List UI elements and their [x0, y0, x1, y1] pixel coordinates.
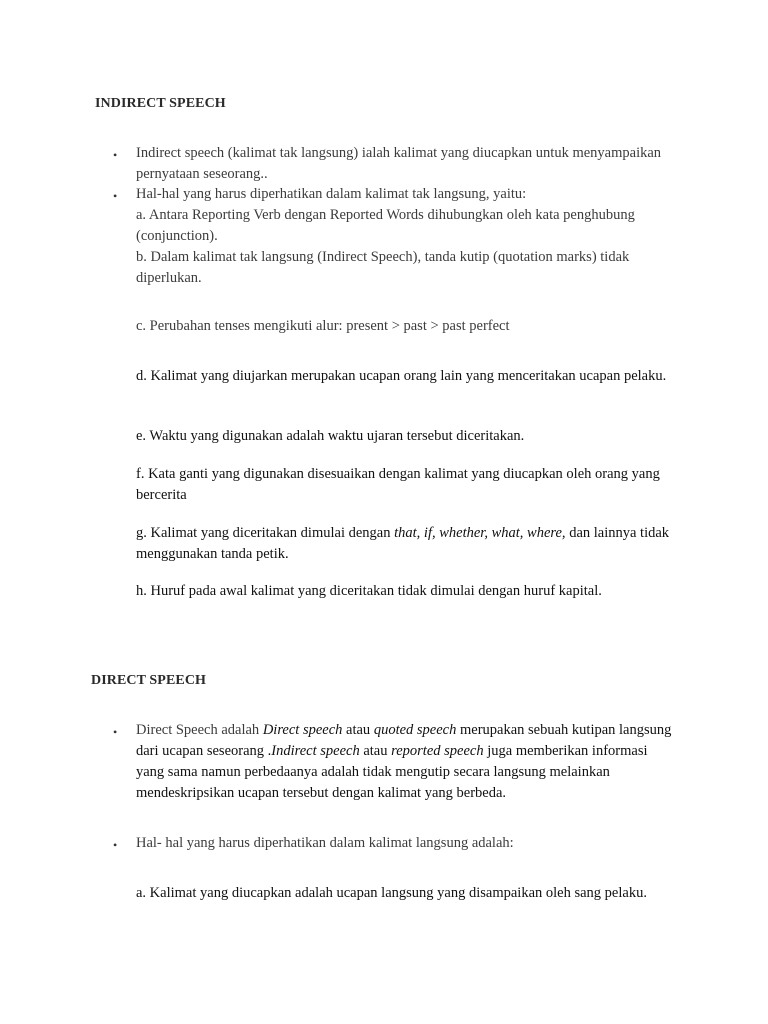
direct-bullet-definition — [136, 720, 676, 804]
indirect-item-g — [136, 523, 681, 565]
direct-bullet-rules: Hal- hal yang harus diperhatikan dalam kalimat langsung adalah: — [136, 835, 514, 851]
indirect-rules-lead: Hal-hal yang harus diperhatikan dalam kalimat tak langsung, yaitu: — [136, 186, 527, 202]
direct-def-italic4: reported speech — [391, 743, 484, 759]
indirect-item-d: d. Kalimat yang diujarkan merupakan ucapan orang lain yang menceritakan ucapan pelaku. — [136, 368, 667, 384]
bullet-dot: • — [113, 725, 118, 739]
indirect-item-b: b. Dalam kalimat tak langsung (Indirect Speech), tanda kutip (quotation marks) tidak diperlukan. — [136, 249, 630, 286]
direct-item-a: a. Kalimat yang diucapkan adalah ucapan langsung yang disampaikan oleh sang pelaku. — [136, 885, 647, 901]
indirect-item-a: a. Antara Reporting Verb dengan Reported Words dihubungkan oleh kata penghubung (conjunction). — [136, 207, 635, 244]
indirect-item-f: f. Kata ganti yang digunakan disesuaikan dengan kalimat yang diucapkan oleh orang yang bercerita — [136, 466, 660, 503]
direct-def-part3: merupakan sebuah kutipan langsung dari ucapan seseorang . — [136, 722, 672, 759]
bullet-dot: • — [113, 838, 118, 852]
indirect-bullet-rules — [136, 184, 681, 289]
direct-def-part1: Direct Speech adalah — [136, 722, 263, 738]
indirect-item-e: e. Waktu yang digunakan adalah waktu ujaran tersebut diceritakan. — [136, 428, 525, 444]
item-g-text-pre: g. Kalimat yang diceritakan dimulai dengan — [136, 525, 395, 541]
direct-def-part2: atau — [342, 722, 374, 738]
item-g-conjunctions: that, if, whether, what, where, — [394, 525, 566, 541]
direct-def-italic1: Direct speech — [262, 722, 343, 738]
indirect-item-c: c. Perubahan tenses mengikuti alur: present > past > past perfect — [136, 318, 510, 334]
bullet-dot: • — [113, 148, 118, 162]
item-g-text-post: dan lainnya tidak menggunakan tanda petik. — [136, 525, 670, 562]
indirect-speech-heading: INDIRECT SPEECH — [95, 96, 226, 111]
direct-def-part4: atau — [359, 743, 392, 759]
direct-def-italic2: quoted speech — [373, 722, 457, 738]
bullet-dot: • — [113, 189, 118, 203]
direct-def-italic3: Indirect speech — [271, 743, 360, 759]
indirect-item-h: h. Huruf pada awal kalimat yang diceritakan tidak dimulai dengan huruf kapital. — [136, 583, 602, 599]
direct-def-part5: juga memberikan informasi yang sama namun perbedaanya adalah tidak mengutip secara langsung melainkan mendeskripsikan ucapan tersebut dengan kalimat yang berbeda. — [136, 743, 648, 801]
direct-speech-heading: DIRECT SPEECH — [91, 673, 207, 688]
indirect-bullet-definition: Indirect speech (kalimat tak langsung) ialah kalimat yang diucapkan untuk menyampaikan pernyataan seseorang.. — [136, 145, 662, 182]
